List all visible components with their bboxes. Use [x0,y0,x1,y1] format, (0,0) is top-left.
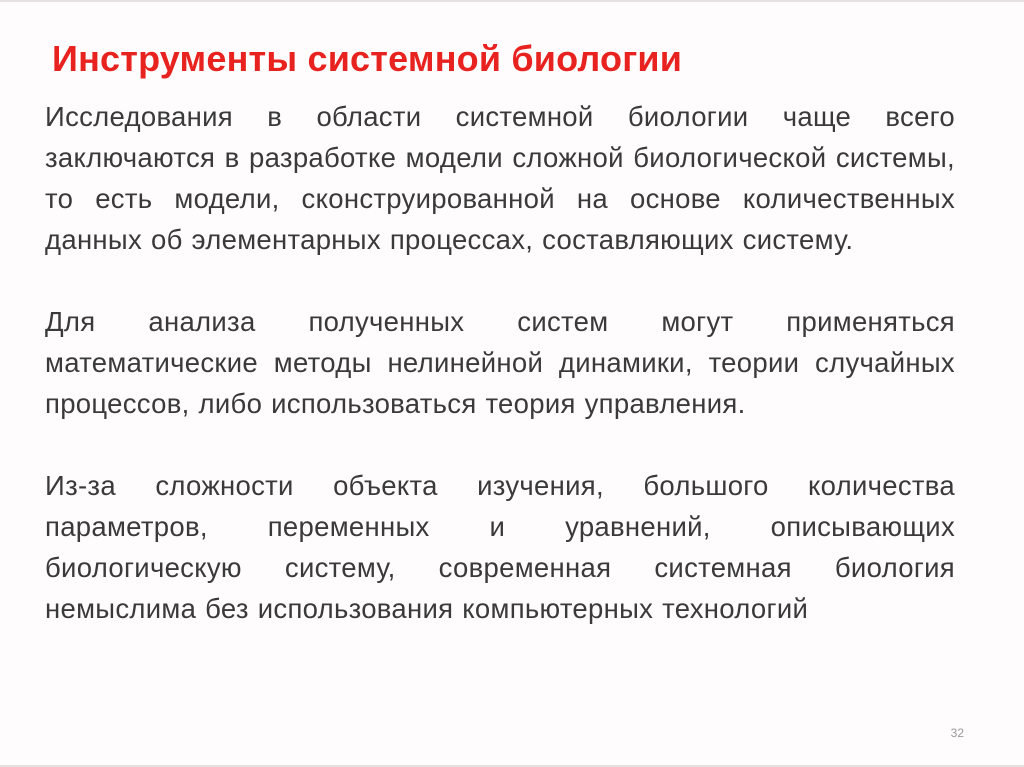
top-border [0,0,1024,2]
paragraph-analysis-methods: Для анализа полученных систем могут применяться математические методы нелинейной динамики, теории случайных процессов, либо использоваться теория управления. [45,306,955,419]
paragraph-computer-technologies: Из-за сложности объекта изучения, большого количества параметров, переменных и уравнений, описывающих биологическую систему, современная системная биология немыслима без использования компьютерных технологий [45,470,955,624]
slide-body [45,96,955,670]
page-number: 32 [950,726,964,740]
paragraph-research: Исследования в области системной биологии чаще всего заключаются в разработке модели сложной биологической системы, то есть модели, сконструированной на основе количественных данных об элементарных процессах, составляющих систему. [45,101,955,255]
slide-title: Инструменты системной биологии [52,38,683,79]
